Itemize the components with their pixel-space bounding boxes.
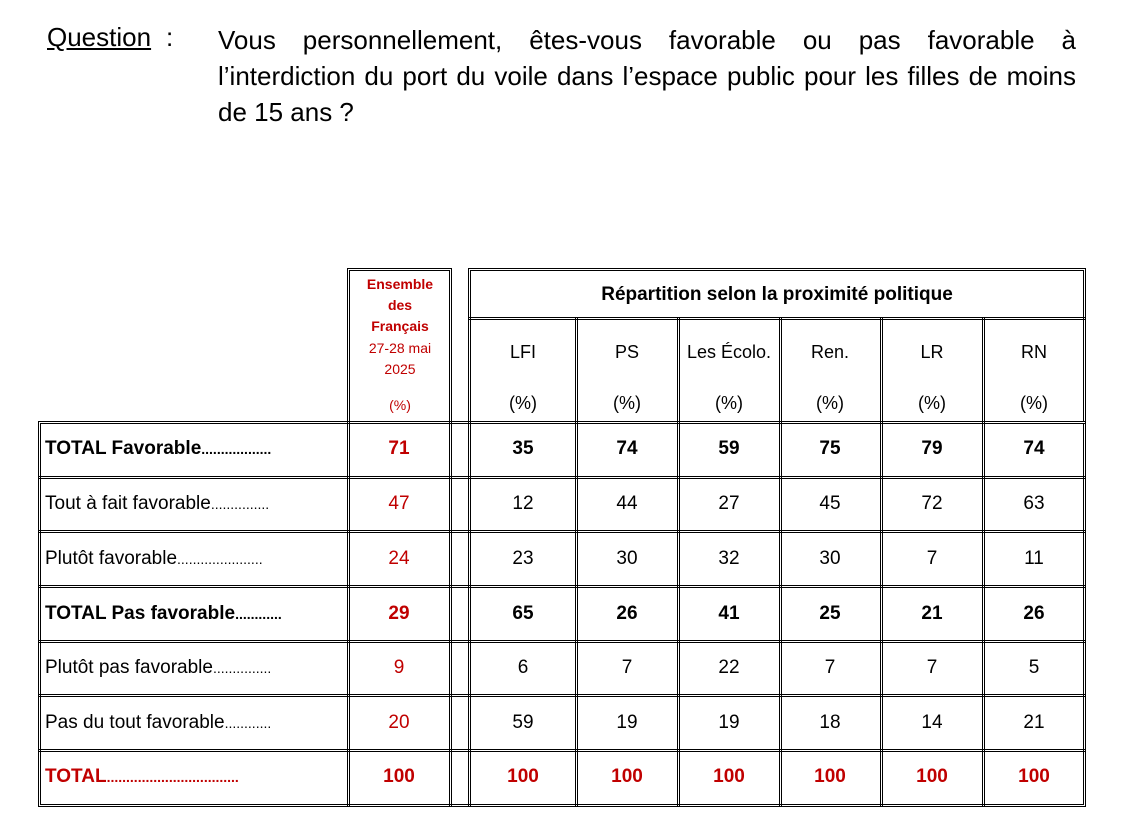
column-header: LR: [920, 342, 944, 362]
question-colon: :: [166, 22, 174, 52]
cell-value: 21: [1023, 712, 1045, 733]
cell-value: 32: [718, 548, 740, 569]
col-divider: [779, 317, 782, 807]
column-header: Ren.: [810, 342, 850, 362]
col-divider: [982, 317, 985, 807]
row-label: [45, 712, 271, 734]
cell-value: 14: [921, 712, 943, 733]
political-title-divider: [468, 317, 1086, 320]
cell-value: 44: [616, 493, 638, 514]
column-header: RN: [1021, 342, 1047, 362]
cell-value: 65: [512, 603, 534, 624]
question-text: Vous personnellement, êtes-vous favorable ou pas favorable à l’interdiction du port du voile dans l’espace public pour les filles de moins de 15 ans ?: [218, 25, 1076, 127]
ensemble-unit: (%): [389, 397, 411, 413]
cell-value: 7: [824, 657, 836, 678]
cell-value: 75: [819, 438, 841, 459]
cell-value: 79: [921, 438, 943, 459]
cell-value: 26: [1023, 603, 1045, 624]
cell-value: 7: [926, 548, 938, 569]
ensemble-value: 47: [388, 493, 410, 514]
row-divider: [38, 640, 1086, 643]
column-header: LFI: [509, 342, 536, 362]
cell-value: 100: [1018, 766, 1050, 787]
cell-value: 30: [616, 548, 638, 569]
ensemble-header-line: Français: [371, 318, 429, 334]
row-divider: [38, 694, 1086, 697]
cell-value: 59: [718, 438, 740, 459]
col-divider: [677, 317, 680, 807]
cell-value: 74: [1023, 438, 1045, 459]
cell-value: 12: [512, 493, 534, 514]
row-label-dots: ............: [224, 715, 272, 731]
cell-value: 19: [718, 712, 740, 733]
row-label-text: TOTAL Favorable: [45, 438, 202, 459]
cell-value: 72: [921, 493, 943, 514]
cell-value: 63: [1023, 493, 1045, 514]
cell-value: 21: [921, 603, 943, 624]
cell-value: 41: [718, 603, 740, 624]
row-label: [45, 657, 271, 679]
political-title: Répartition selon la proximité politique: [601, 284, 953, 305]
row-label: [45, 766, 239, 788]
cell-value: 7: [621, 657, 633, 678]
cell-value: 100: [611, 766, 643, 787]
row-divider: [38, 749, 1086, 752]
column-unit: (%): [816, 393, 844, 413]
column-header: Les Écolo.: [686, 342, 772, 362]
cell-value: 18: [819, 712, 841, 733]
cell-value: 100: [507, 766, 539, 787]
row-label-dots: ..................................: [106, 769, 239, 785]
ensemble-value: 71: [388, 438, 410, 459]
row-label-dots: ......................: [177, 551, 263, 567]
cell-value: 23: [512, 548, 534, 569]
question-label: Question: [47, 22, 152, 52]
ensemble-value: 24: [388, 548, 410, 569]
row-label-text: TOTAL Pas favorable: [45, 603, 236, 624]
row-divider: [38, 476, 1086, 479]
column-unit: (%): [613, 393, 641, 413]
row-label: [45, 438, 271, 460]
cell-value: 59: [512, 712, 534, 733]
ensemble-year: 2025: [384, 361, 416, 377]
row-label-text: Tout à fait favorable: [45, 493, 211, 514]
cell-value: 100: [916, 766, 948, 787]
column-unit: (%): [1020, 393, 1048, 413]
row-label: [45, 493, 269, 515]
cell-value: 30: [819, 548, 841, 569]
cell-value: 74: [616, 438, 638, 459]
cell-value: 25: [819, 603, 841, 624]
row-label: [45, 603, 282, 625]
row-label-text: Plutôt favorable: [45, 548, 178, 569]
cell-value: 35: [512, 438, 534, 459]
ensemble-date: 27-28 mai: [368, 340, 432, 356]
cell-value: 7: [926, 657, 938, 678]
cell-value: 6: [517, 657, 529, 678]
col-divider: [880, 317, 883, 807]
column-header: PS: [614, 342, 639, 362]
column-unit: (%): [509, 393, 537, 413]
ensemble-value: 9: [393, 657, 405, 678]
cell-value: 27: [718, 493, 740, 514]
ensemble-value: 29: [388, 603, 410, 624]
ensemble-value: 20: [388, 712, 410, 733]
column-unit: (%): [918, 393, 946, 413]
row-label-text: TOTAL: [45, 766, 107, 787]
col-divider: [575, 317, 578, 807]
row-label-dots: ...............: [212, 660, 272, 676]
row-label-text: Pas du tout favorable: [45, 712, 225, 733]
cell-value: 100: [713, 766, 745, 787]
row-divider: [38, 585, 1086, 588]
row-label-text: Plutôt pas favorable: [45, 657, 213, 678]
cell-value: 11: [1024, 548, 1044, 569]
ensemble-header-line: Ensemble: [366, 276, 434, 292]
row-label: [45, 548, 263, 570]
ensemble-value: 100: [383, 766, 415, 787]
cell-value: 45: [819, 493, 841, 514]
ensemble-header-line: des: [387, 297, 413, 313]
column-unit: (%): [715, 393, 743, 413]
cell-value: 5: [1028, 657, 1040, 678]
cell-value: 26: [616, 603, 638, 624]
cell-value: 100: [814, 766, 846, 787]
cell-value: 22: [718, 657, 740, 678]
cell-value: 19: [616, 712, 638, 733]
row-divider: [38, 530, 1086, 533]
row-label-dots: ............: [235, 606, 282, 622]
row-label-dots: ...............: [210, 496, 270, 512]
row-label-dots: ..................: [201, 441, 272, 457]
